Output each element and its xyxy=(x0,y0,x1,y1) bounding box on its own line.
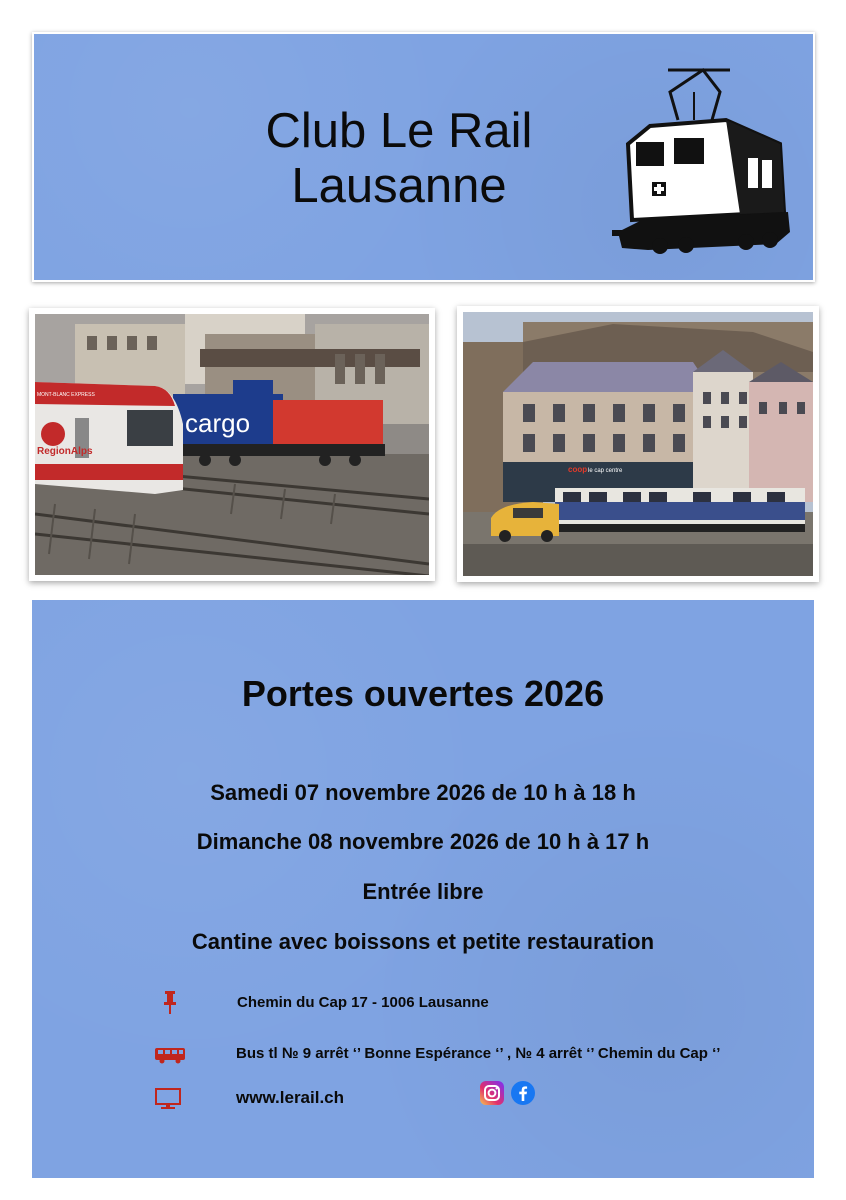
website-link[interactable]: www.lerail.ch xyxy=(236,1088,345,1107)
coop-sign-text: coop xyxy=(568,465,588,474)
club-title-line1: Club Le Rail xyxy=(265,104,533,158)
locomotive-icon xyxy=(608,62,792,258)
photo-model-trains xyxy=(29,308,435,581)
entry-info: Entrée libre xyxy=(362,879,484,904)
club-title xyxy=(234,104,564,214)
bus-icon xyxy=(154,1046,186,1064)
express-text: MONT-BLANC EXPRESS xyxy=(37,392,95,398)
cargo-logo-text: cargo xyxy=(185,408,251,438)
schedule-saturday: Samedi 07 novembre 2026 de 10 h à 18 h xyxy=(210,780,636,805)
model-town-image xyxy=(463,312,813,576)
instagram-icon[interactable] xyxy=(480,1081,504,1105)
pushpin-icon xyxy=(163,991,177,1015)
event-title: Portes ouvertes 2026 xyxy=(241,673,605,714)
regionalps-text: RegionAlps xyxy=(37,446,93,457)
facebook-icon[interactable] xyxy=(511,1081,535,1105)
model-trains-image xyxy=(35,314,429,575)
info-panel xyxy=(32,600,814,1178)
schedule-sunday: Dimanche 08 novembre 2026 de 10 h à 17 h xyxy=(196,829,650,854)
shop-sign-text: le cap centre xyxy=(588,468,623,474)
bus-info-text: Bus tl № 9 arrêt ‘’ Bonne Espérance ‘’ , № 4 arrêt ‘’ Chemin du Cap ‘’ xyxy=(236,1045,721,1062)
photo-model-town xyxy=(457,306,819,582)
address-text: Chemin du Cap 17 - 1006 Lausanne xyxy=(237,994,489,1011)
header-panel xyxy=(32,32,815,282)
canteen-info: Cantine avec boissons et petite restauration xyxy=(191,929,655,954)
monitor-icon xyxy=(155,1088,181,1110)
club-title-line2: Lausanne xyxy=(291,159,507,213)
